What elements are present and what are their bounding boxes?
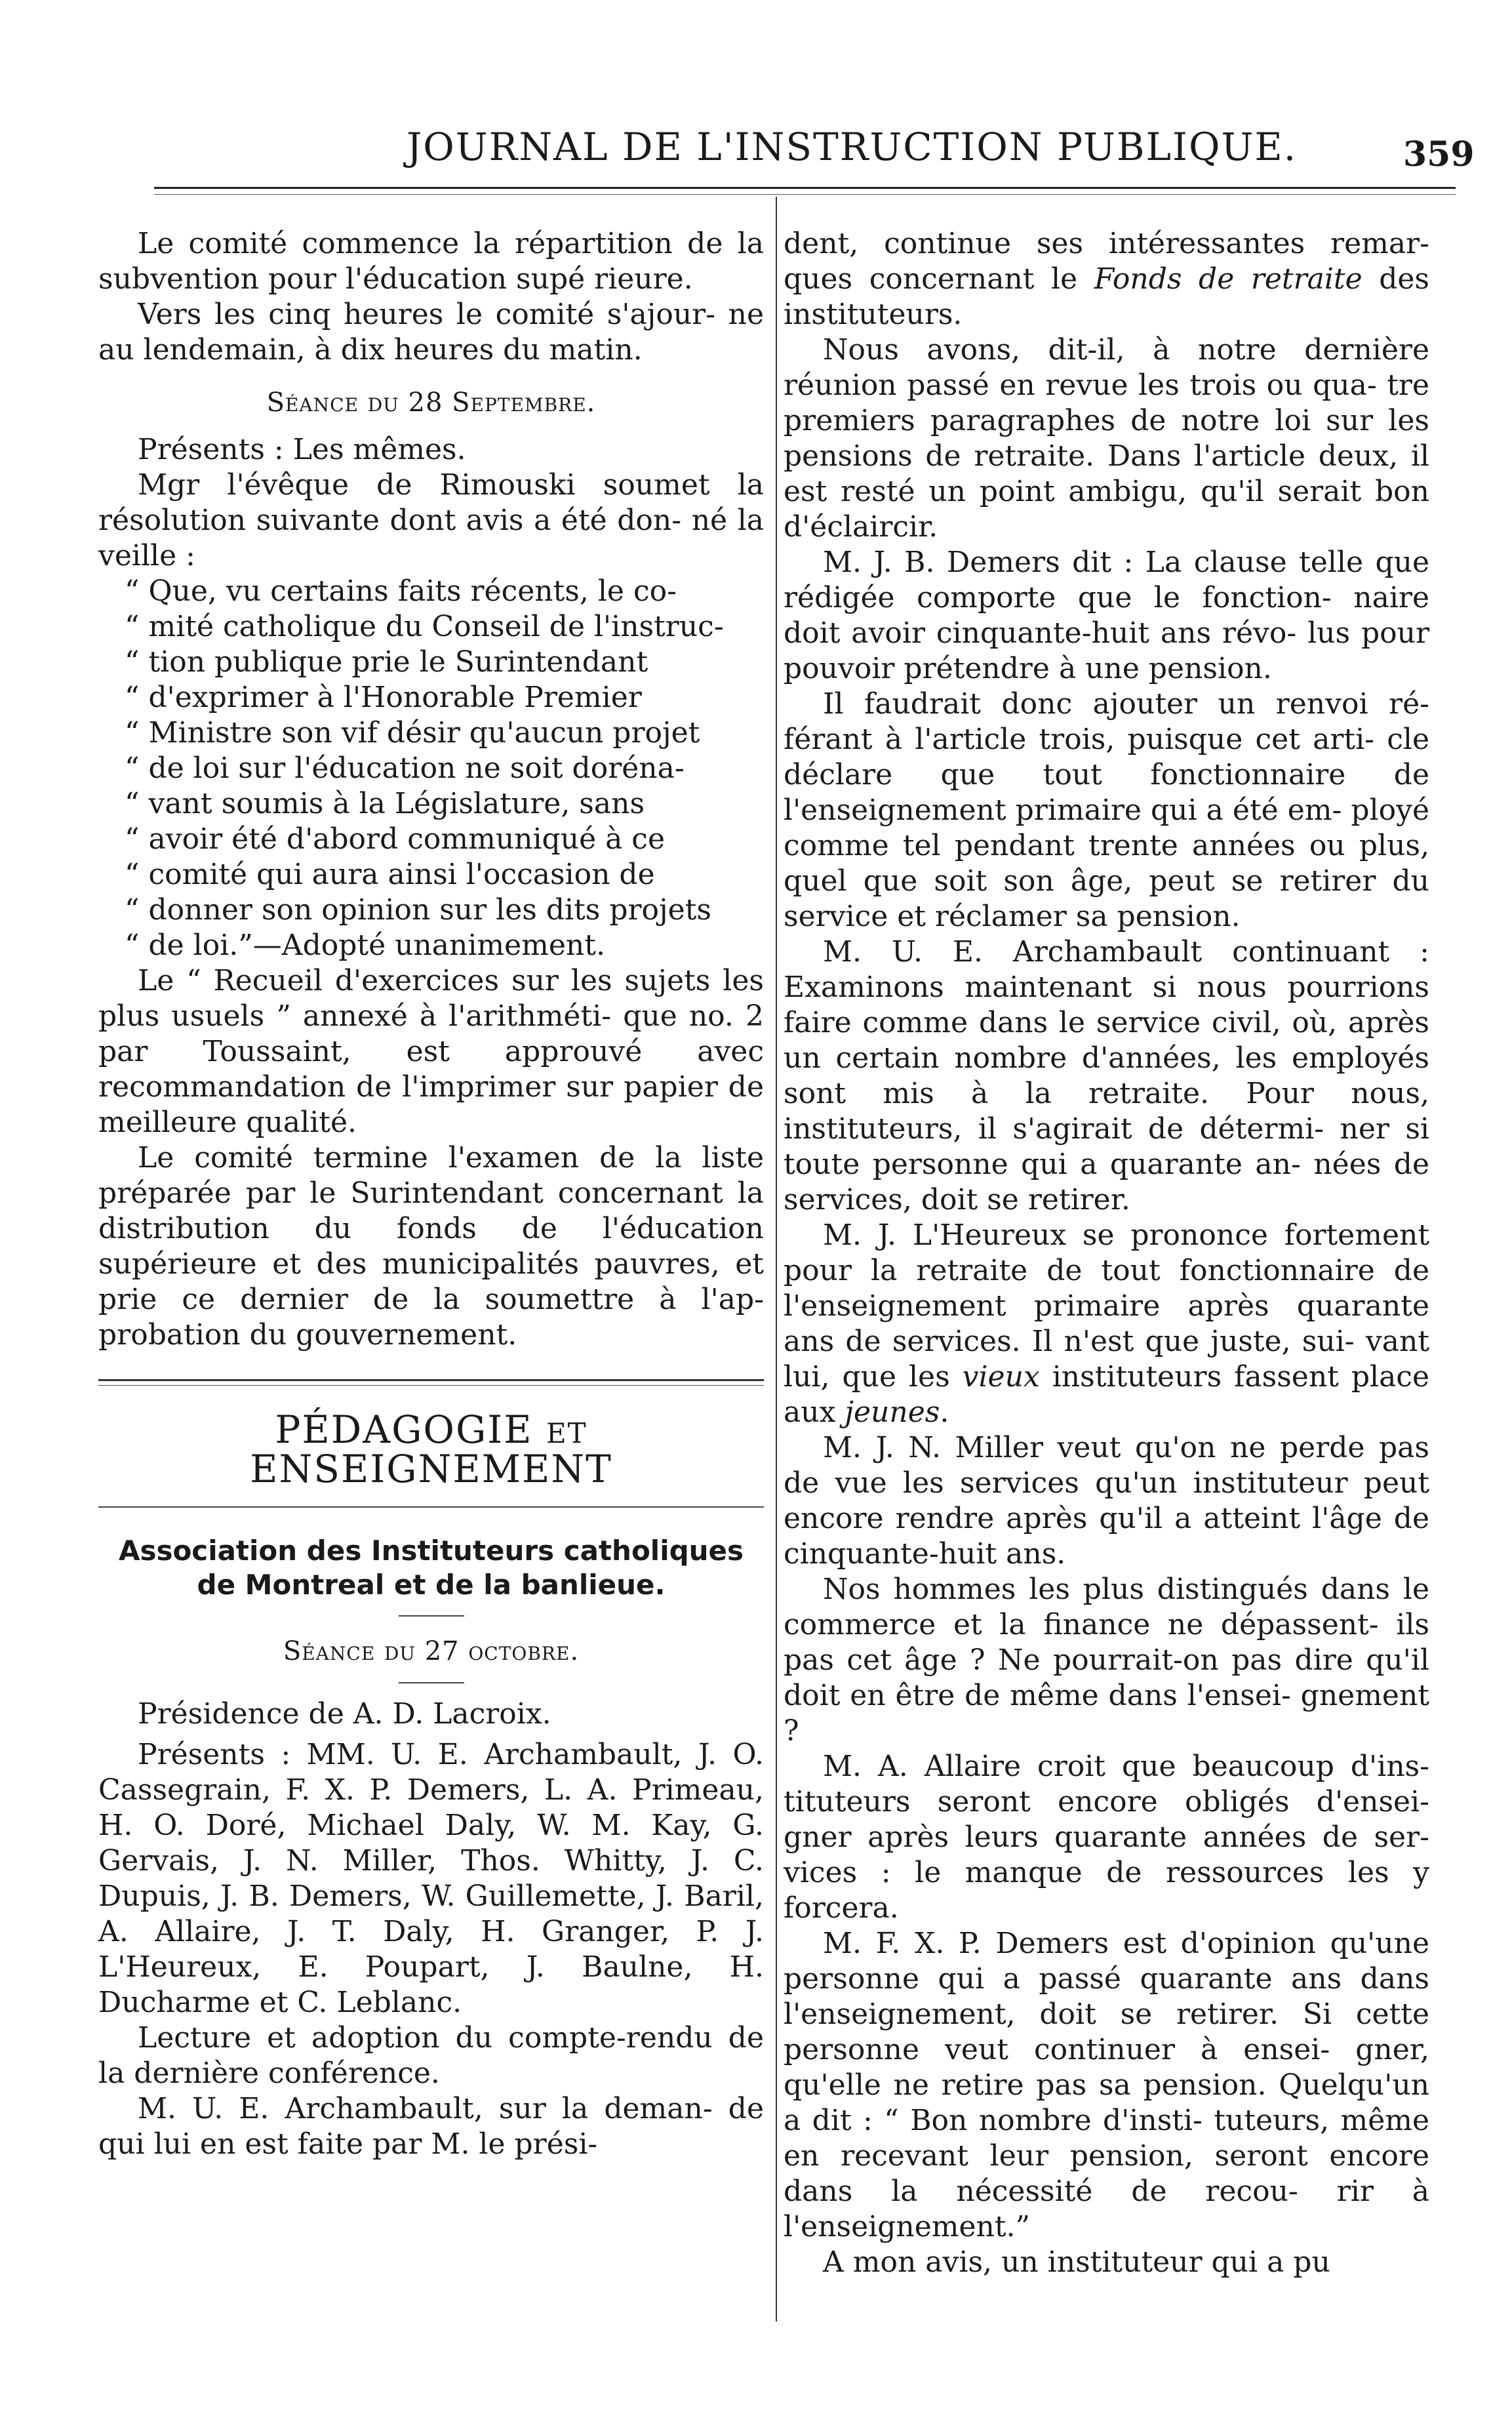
- paragraph: M. J. N. Miller veut qu'on ne perde pas de vue les services qu'un instituteur peut encore rendre après qu'il a atteint l'âge de cinquante-huit ans.: [784, 1431, 1429, 1571]
- paragraph: [784, 1218, 1429, 1430]
- quote-line: “ comité qui aura ainsi l'occasion de: [125, 858, 655, 891]
- resolution-quote: [98, 574, 764, 963]
- paragraph: Nous avons, dit-il, à notre dernière réunion passé en revue les trois ou qua- tre premiers paragraphes de notre loi sur les pensions de retraite. Dans l'article deux, il est resté un point ambigu, qu'il serait bon d'éclaircir.: [784, 333, 1429, 544]
- paragraph: Mgr l'évêque de Rimouski soumet la résolution suivante dont avis a été don- né la veille :: [98, 468, 764, 573]
- paragraph: Le “ Recueil d'exercices sur les sujets les plus usuels ” annexé à l'arithméti- que no. 2 par Toussaint, est approuvé avec recommandation de l'imprimer sur papier de meilleure qualité.: [98, 964, 764, 1139]
- paragraph: [784, 226, 1429, 332]
- session-heading: Séance du 27 octobre.: [283, 1636, 580, 1666]
- right-column: [784, 226, 1429, 2280]
- quote-line: “ Ministre son vif désir qu'aucun projet: [125, 716, 700, 750]
- quote-line: “ Que, vu certains faits récents, le co-: [125, 574, 677, 608]
- column-divider: [776, 197, 777, 2322]
- paragraph: Présidence de A. D. Lacroix.: [138, 1697, 551, 1731]
- paragraph: M. J. B. Demers dit : La clause telle que rédigée comporte que le fonction- naire doit avoir cinquante-huit ans révo- lus pour pouvoir prétendre à une pension.: [784, 546, 1429, 685]
- running-title: JOURNAL DE L'INSTRUCTION PUBLIQUE.: [407, 125, 1298, 169]
- session-heading: Séance du 28 Septembre.: [266, 388, 596, 418]
- quote-line: “ de loi.”—Adopté unanimement.: [125, 929, 605, 962]
- left-column: [98, 226, 764, 2162]
- paragraph: Présents : MM. U. E. Archambault, J. O. Cassegrain, F. X. P. Demers, L. A. Primeau, H. O. Doré, Michael Daly, W. M. Kay, G. Gervais, J. N. Miller, Thos. Whitty, J. C. Dupuis, J. B. Demers, W. Guillemette, J. Baril, A. Allaire, J. T. Daly, H. Granger, P. J. L'Heureux, E. Poupart, J. Baulne, H. Ducharme et C. Leblanc.: [98, 1738, 764, 2019]
- short-rule: [399, 1615, 464, 1617]
- text-run: .: [940, 1396, 949, 1429]
- paragraph: Il faudrait donc ajouter un renvoi ré- férant à l'article trois, puisque cet arti- cle déclare que tout fonctionnaire de l'enseignement primaire qui a été em- ployé comme tel pendant trente années ou plus, quel que soit son âge, peut se retirer du service et réclamer sa pension.: [784, 687, 1429, 933]
- section-rule-thin: [98, 1506, 764, 1508]
- quote-line: “ d'exprimer à l'Honorable Premier: [125, 681, 642, 714]
- quote-line: “ mité catholique du Conseil de l'instruc-: [125, 610, 724, 643]
- paragraph: Vers les cinq heures le comité s'ajour- ne au lendemain, à dix heures du matin.: [98, 298, 764, 367]
- page-number: 359: [1403, 134, 1475, 174]
- header-rule: [154, 187, 1456, 189]
- section-title-part: ENSEIGNEMENT: [250, 1447, 612, 1491]
- paragraph: Le comité commence la répartition de la subvention pour l'éducation supé rieure.: [98, 227, 764, 296]
- quote-line: “ avoir été d'abord communiqué à ce: [125, 822, 665, 856]
- quote-line: “ donner son opinion sur les dits projets: [125, 893, 711, 927]
- text-run: M. J. L'Heureux se prononce fortement pour la retraite de tout fonctionnaire de l'enseignement primaire après quarante ans de services. Il n'est que juste, sui- vant lui, que les: [784, 1218, 1429, 1394]
- association-subtitle: de Montreal et de la banlieue.: [197, 1569, 666, 1601]
- paragraph: M. U. E. Archambault continuant : Examinons maintenant si nous pourrions faire comme dans le service civil, où, après un certain nombre d'années, les employés sont mis à la retraite. Pour nous, instituteurs, il s'agirait de détermi- ner si toute personne qui a quarante an- nées de services, doit se retirer.: [784, 935, 1429, 1216]
- text-run: dent, continue ses intéressantes remar- ques concernant le: [784, 227, 1429, 296]
- text-run: des instituteurs.: [784, 262, 1429, 331]
- paragraph: A mon avis, un instituteur qui a pu: [823, 2245, 1330, 2279]
- italic-run: vieux: [962, 1360, 1040, 1394]
- paragraph: Le comité termine l'examen de la liste préparée par le Surintendant concernant la distribution du fonds de l'éducation supérieure et des municipalités pauvres, et prie ce dernier de la soumettre à l'ap- probation du gouvernement.: [98, 1141, 764, 1352]
- paragraph: Présents : Les mêmes.: [138, 433, 466, 466]
- quote-line: “ de loi sur l'éducation ne soit doréna-: [125, 752, 685, 785]
- paragraph: M. F. X. P. Demers est d'opinion qu'une personne qui a passé quarante ans dans l'enseignement, doit se retirer. Si cette personne veut continuer à ensei- gner, qu'elle ne retire pas sa pension. Quelqu'un a dit : “ Bon nombre d'insti- tuteurs, même en recevant leur pension, seront encore dans la nécessité de recou- rir à l'enseignement.”: [784, 1927, 1429, 2243]
- paragraph: Lecture et adoption du compte-rendu de la dernière conférence.: [98, 2021, 764, 2090]
- quote-line: “ vant soumis à la Législature, sans: [125, 787, 645, 820]
- section-title-part: ET: [546, 1417, 587, 1449]
- quote-line: “ tion publique prie le Surintendant: [125, 645, 648, 679]
- paragraph: M. A. Allaire croit que beaucoup d'ins- tituteurs seront encore obligés d'ensei- gner après leurs quarante années de ser- vices : le manque de ressources les y forcera.: [784, 1750, 1429, 1925]
- italic-run: jeunes: [845, 1396, 940, 1429]
- association-title: Association des Instituteurs catholiques: [118, 1535, 744, 1567]
- section-title: [98, 1407, 764, 1491]
- italic-run: Fonds de retraite: [1094, 262, 1363, 296]
- header-rule-thin: [154, 194, 1456, 195]
- section-rule: [98, 1379, 764, 1386]
- paragraph: Nos hommes les plus distingués dans le commerce et la finance ne dépassent- ils pas cet âge ? Ne pourrait-on pas dire qu'il doit en être de même dans l'ensei- gnement ?: [784, 1573, 1429, 1748]
- section-title-part: PÉDAGOGIE: [275, 1407, 533, 1452]
- paragraph: M. U. E. Archambault, sur la deman- de qui lui en est faite par M. le prési-: [98, 2092, 764, 2161]
- text-run: instituteurs fassent place aux: [784, 1360, 1429, 1429]
- short-rule: [399, 1682, 464, 1683]
